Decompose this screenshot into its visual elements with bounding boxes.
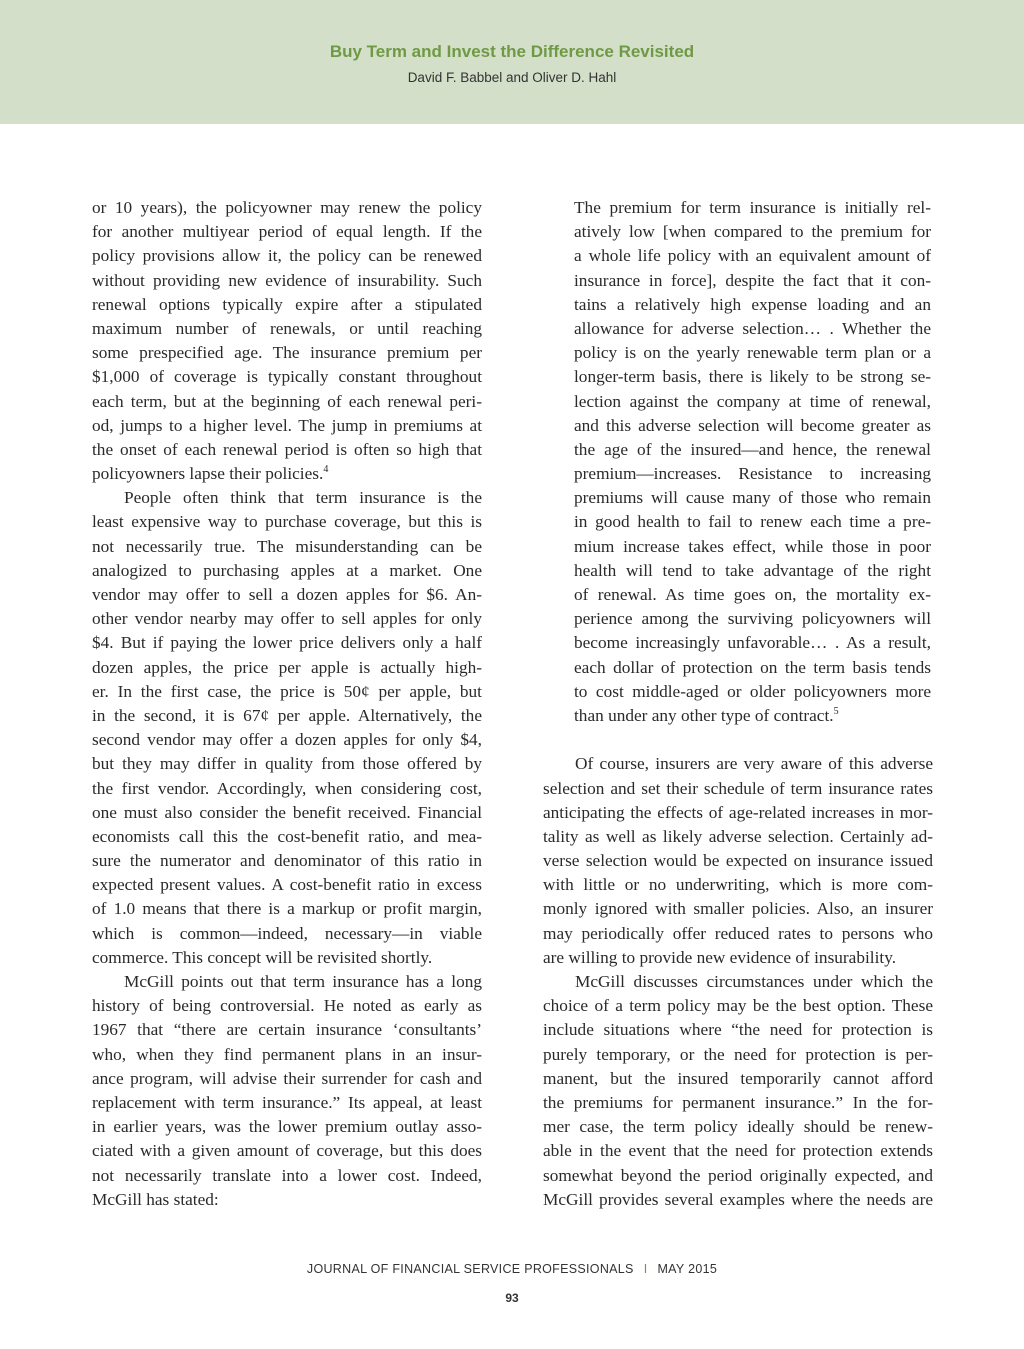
text-line: somewhat beyond the period originally expected, and (543, 1165, 933, 1185)
text-line: ciated with a given amount of coverage, but this does (92, 1141, 482, 1161)
text-line: but they may differ in quality from those offered by (92, 754, 482, 774)
journal-name: JOURNAL OF FINANCIAL SERVICE PROFESSIONALS (306, 1262, 634, 1276)
quote-line: than under any other type of contract. (574, 705, 834, 725)
text-line: McGill provides several examples where the needs are (543, 1189, 933, 1209)
footnote-marker: 4 (323, 464, 329, 476)
quote-line: atively low [when compared to the premium for (574, 222, 931, 242)
quote-line: insurance in force], despite the fact that it con- (574, 270, 931, 290)
quote-line: premium—increases. Resistance to increasing (574, 464, 931, 484)
quote-line: a whole life policy with an equivalent amount of (574, 246, 931, 266)
quote-line: allowance for adverse selection… . Whether the (574, 318, 931, 338)
text-line: with little or no underwriting, which is more com- (543, 875, 933, 895)
text-line: or 10 years), the policyowner may renew the policy (92, 198, 482, 217)
text-line: include situations where “the need for protection is (543, 1020, 933, 1040)
text-line: analogized to purchasing apples at a market. One (92, 560, 482, 580)
paragraph-start-line: People often think that term insurance is the (124, 488, 482, 508)
text-line: each term, but at the beginning of each renewal peri- (92, 391, 482, 411)
text-line: may periodically offer reduced rates to persons who (543, 923, 933, 943)
quote-line: each dollar of protection on the term basis tends (574, 657, 931, 677)
text-line: able in the event that the need for protection extends (543, 1141, 933, 1161)
text-line: second vendor may offer a dozen apples for only $4, (92, 730, 482, 750)
text-line: tality as well as likely adverse selection. Certainly ad- (543, 826, 933, 846)
quote-line: policy is on the yearly renewable term plan or a (574, 343, 931, 363)
footnote-marker: 5 (833, 706, 839, 718)
paragraph-start-line: McGill discusses circumstances under which the (575, 972, 933, 991)
text-line: od, jumps to a higher level. The jump in premiums at (92, 415, 482, 435)
footer-separator: I (643, 1262, 648, 1276)
text-line: renewal options typically expire after a stipulated (92, 294, 482, 314)
quote-line: the age of the insured—and hence, the renewal (574, 439, 931, 459)
quote-line: health will tend to take advantage of the right (574, 560, 931, 580)
text-line: manent, but the insured temporarily cannot afford (543, 1068, 933, 1088)
text-line: the onset of each renewal period is often so high that (92, 439, 482, 459)
text-line: the first vendor. Accordingly, when considering cost, (92, 778, 482, 798)
left-column (92, 196, 482, 1212)
quote-line: perience among the surviving policyowners will (574, 609, 931, 629)
text-line: not necessarily translate into a lower cost. Indeed, (92, 1165, 482, 1185)
text-line: monly ignored with smaller policies. Also, an insurer (543, 899, 933, 919)
running-title: Buy Term and Invest the Difference Revisited (329, 42, 695, 61)
text-line: selection and set their schedule of term insurance rates (543, 778, 933, 798)
text-line: er. In the first case, the price is 50¢ per apple, but (92, 681, 482, 701)
text-line: are willing to provide new evidence of insurability. (543, 947, 897, 967)
quote-line: of renewal. As time goes on, the mortality ex- (574, 585, 931, 604)
text-line: for another multiyear period of equal length. If the (92, 222, 482, 242)
quote-line-with-footnote (574, 704, 931, 728)
text-line: policyowners lapse their policies. (92, 464, 324, 484)
text-line: not necessarily true. The misunderstanding can be (92, 536, 482, 556)
quote-line: mium increase takes effect, while those in poor (574, 536, 931, 556)
text-line-with-footnote (92, 462, 482, 486)
text-line: least expensive way to purchase coverage, but this is (92, 512, 482, 532)
quote-line: tains a relatively high expense loading and an (574, 294, 931, 314)
header-band (0, 0, 1024, 124)
quote-line: lection against the company at time of renewal, (574, 391, 931, 411)
quote-line: The premium for term insurance is initially rel- (574, 198, 931, 217)
block-quote (543, 196, 933, 728)
page-footer (0, 1262, 1024, 1276)
text-line: mer case, the term policy ideally should be renew- (543, 1117, 933, 1137)
quote-line: become increasingly unfavorable… . As a result, (574, 633, 931, 653)
paragraph-start-line: McGill points out that term insurance has a long (124, 972, 482, 991)
paragraph-gap (543, 728, 933, 752)
text-line: maximum number of renewals, or until reaching (92, 318, 482, 338)
text-line: purely temporary, or the need for protection is per- (543, 1044, 933, 1064)
text-line: some prespecified age. The insurance premium per (92, 343, 482, 363)
text-line: replacement with term insurance.” Its appeal, at least (92, 1092, 482, 1112)
text-line: economists call this the cost-benefit ratio, and mea- (92, 826, 482, 846)
text-line: commerce. This concept will be revisited shortly. (92, 947, 433, 967)
text-line: $1,000 of coverage is typically constant throughout (92, 367, 482, 387)
text-line: vendor may offer to sell a dozen apples for $6. An- (92, 585, 482, 604)
text-line: of 1.0 means that there is a markup or profit margin, (92, 899, 482, 919)
right-column (543, 196, 933, 1212)
text-line: in the second, it is 67¢ per apple. Alternatively, the (92, 705, 482, 725)
text-line: in earlier years, was the lower premium outlay asso- (92, 1117, 482, 1137)
text-line: choice of a term policy may be the best option. These (543, 996, 933, 1016)
text-line: $4. But if paying the lower price delivers only a half (92, 633, 482, 653)
text-line: McGill has stated: (92, 1189, 219, 1209)
quote-line: longer-term basis, there is likely to be strong se- (574, 367, 931, 387)
text-line: the premiums for permanent insurance.” In the for- (543, 1092, 933, 1112)
text-line: who, when they find permanent plans in an insur- (92, 1044, 482, 1064)
text-line: policy provisions allow it, the policy can be renewed (92, 246, 482, 266)
text-line: history of being controversial. He noted as early as (92, 996, 482, 1016)
text-line: without providing new evidence of insurability. Such (92, 270, 482, 290)
quote-line: and this adverse selection will become greater as (574, 415, 931, 435)
text-line: expected present values. A cost-benefit ratio in excess (92, 875, 482, 895)
text-line: anticipating the effects of age-related increases in mor- (543, 802, 933, 822)
text-line: verse selection would be expected on insurance issued (543, 851, 933, 871)
issue-date: MAY 2015 (657, 1262, 718, 1276)
quote-line: to cost middle-aged or older policyowners more (574, 681, 931, 701)
text-line: one must also consider the benefit received. Financial (92, 802, 482, 822)
text-line: 1967 that “there are certain insurance ‘consultants’ (92, 1020, 482, 1040)
running-authors: David F. Babbel and Oliver D. Hahl (407, 70, 617, 85)
text-line: other vendor nearby may offer to sell apples for only (92, 609, 482, 629)
text-line: which is common—indeed, necessary—in viable (92, 923, 482, 943)
quote-line: premiums will cause many of those who remain (574, 488, 931, 508)
paragraph-start-line: Of course, insurers are very aware of this adverse (575, 754, 933, 774)
text-line: sure the numerator and denominator of this ratio in (92, 851, 482, 871)
quote-line: in good health to fail to renew each time a pre- (574, 512, 931, 532)
text-line: ance program, will advise their surrender for cash and (92, 1068, 482, 1088)
page-number: 93 (505, 1291, 519, 1305)
text-line: dozen apples, the price per apple is actually high- (92, 657, 482, 677)
